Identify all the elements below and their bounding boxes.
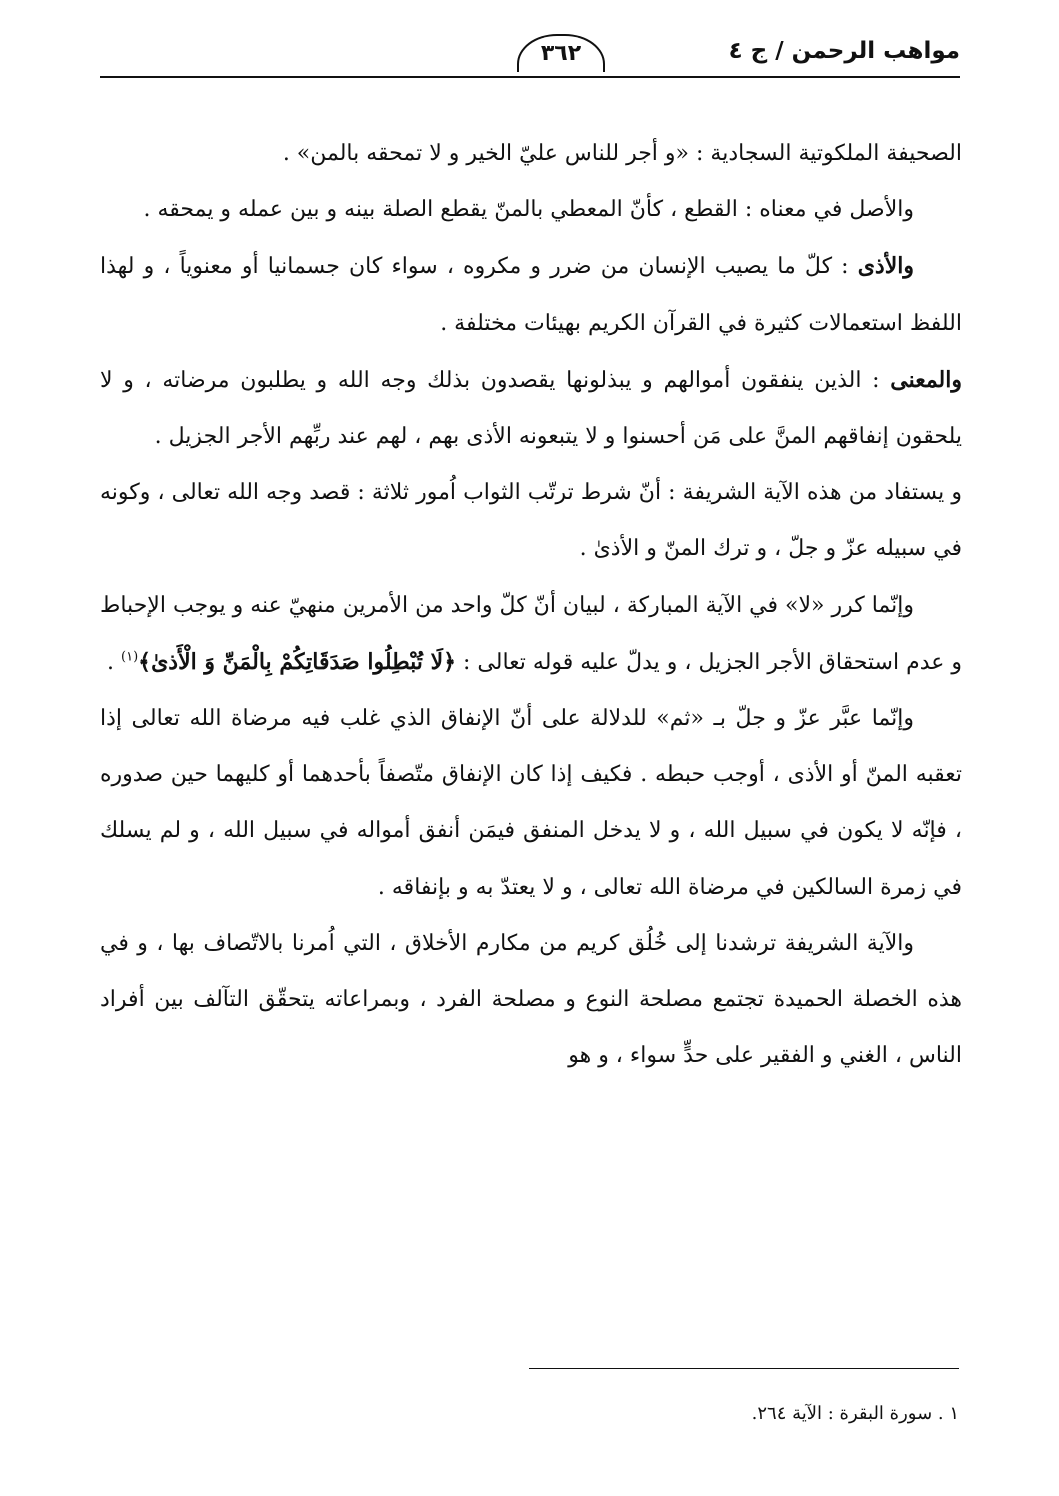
footnote-rule (529, 1368, 959, 1369)
running-title: مواهب الرحمن / ج ٤ (728, 38, 960, 64)
paragraph-4 (100, 352, 962, 465)
page-header (100, 30, 960, 86)
footnote-reference[interactable]: (١) (121, 649, 139, 665)
paragraph-2: والأصل في معناه : القطع ، كأنّ المعطي بالمنّ يقطع الصلة بينه و بين عمله و يمحقه . (143, 197, 914, 223)
footnote: ١ . سورة البقرة : الآية ٢٦٤. (751, 1403, 959, 1424)
page-number: ٣٦٢ (517, 34, 605, 72)
header-rule (100, 76, 960, 78)
paragraph-8: والآية الشريفة ترشدنا إلى خُلُق كريم من مكارم الأخلاق ، التي اُمرنا بالاتّصاف بها ، و في هذه الخصلة الحميدة تجتمع مصلحة النوع و مصلحة الفرد ، وبمراعاته يتحقّق التآلف بين أفراد الناس ، الغني و الفقير على حدٍّ سواء ، و هو (100, 930, 962, 1069)
paragraph-4-text: : الذين ينفقون أموالهم و يبذلونها يقصدون بذلك وجه الله و يطلبون مرضاته ، و لا يلحقون إنفاقهم المنَّ على مَن أحسنوا و لا يتبعونه الأذى بهم ، لهم عند ربِّهم الأجر الجزيل . (100, 367, 962, 450)
quran-verse: ﴿لَا تُبْطِلُوا صَدَقَاتِكُمْ بِالْمَنِّ وَ الْأَذىٰ﴾ (138, 648, 457, 675)
paragraph-7: وإنّما عبَّر عزّ و جلّ بـ «ثم» للدلالة على أنّ الإنفاق الذي غلب فيه مرضاة الله تعالى إذا تعقبه المنّ أو الأذى ، أوجب حبطه . فكيف إذا كان الإنفاق متّصفاً بأحدهما أو كليهما حين صدوره ، فإنّه لا يكون في سبيل الله ، و لا يدخل المنفق فيمَن أنفق أمواله في سبيل الله ، و لم يسلك في زمرة السالكين في مرضاة الله تعالى ، و لا يعتدّ به و بإنفاقه . (100, 706, 962, 900)
body-text (100, 126, 962, 1084)
term-adha: والأذى (857, 253, 914, 280)
paragraph-6-text: وإنّما كرر «لا» في الآية المباركة ، لبيان أنّ كلّ واحد من الأمرين منهيّ عنه و يوجب الإحباط و عدم استحقاق الأجر الجزيل ، و يدلّ عليه قوله تعالى : (100, 592, 962, 675)
term-meaning: والمعنى (890, 366, 962, 393)
paragraph-6 (100, 578, 962, 691)
paragraph-5: و يستفاد من هذه الآية الشريفة : أنّ شرط ترتّب الثواب اُمور ثلاثة : قصد وجه الله تعالى ، وكونه في سبيله عزّ و جلّ ، و ترك المنّ و الأذىٰ . (100, 480, 962, 562)
paragraph-3 (100, 238, 962, 351)
paragraph-3-text: : كلّ ما يصيب الإنسان من ضرر و مكروه ، سواء كان جسمانيا أو معنوياً ، و لهذا اللفظ استعمالات كثيرة في القرآن الكريم بهيئات مختلفة . (100, 254, 962, 336)
paragraph-6-end: . (107, 649, 122, 675)
paragraph-1: الصحيفة الملكوتية السجادية : «و أجر للناس عليّ الخير و لا تمحقه بالمن» . (282, 141, 962, 166)
